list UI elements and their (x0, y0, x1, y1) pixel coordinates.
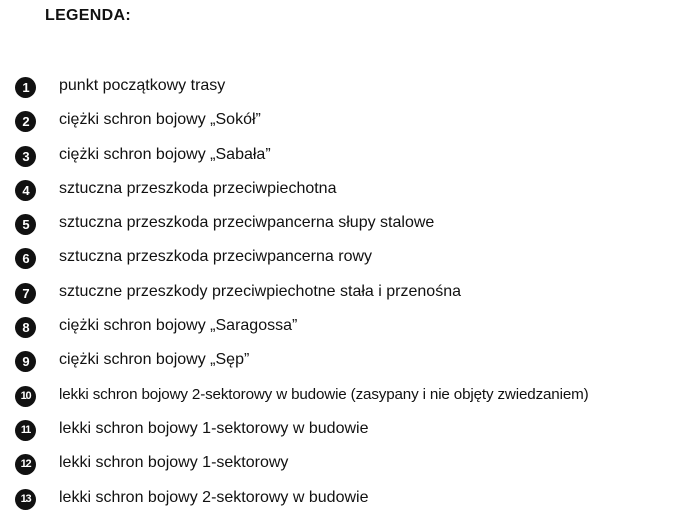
legend-item-2 (15, 108, 700, 142)
number-badge-icon: 7 (15, 283, 36, 304)
legend-item-text: lekki schron bojowy 2-sektorowy w budowie (zasypany i nie objęty zwiedzaniem) (59, 385, 589, 403)
legend-title: LEGENDA: (45, 7, 131, 24)
legend-item-1 (15, 74, 700, 108)
legend-item-text: lekki schron bojowy 1-sektorowy (59, 454, 289, 472)
number-badge-icon: 6 (15, 248, 36, 269)
legend-item-12 (15, 451, 700, 485)
legend-item-6 (15, 245, 700, 279)
legend-item-3 (15, 143, 700, 177)
number-badge-icon: 1 (15, 77, 36, 98)
legend-item-8 (15, 314, 700, 348)
number-badge-icon: 12 (15, 454, 36, 475)
legend-item-text: ciężki schron bojowy „Sęp” (59, 351, 250, 369)
number-badge-icon: 4 (15, 180, 36, 201)
legend-item-text: sztuczne przeszkody przeciwpiechotne stała i przenośna (59, 282, 461, 300)
legend-item-text: sztuczna przeszkoda przeciwpiechotna (59, 179, 337, 197)
number-badge-icon: 10 (15, 386, 36, 407)
legend-list (15, 74, 700, 520)
number-badge-icon: 3 (15, 146, 36, 167)
number-badge-icon: 5 (15, 214, 36, 235)
legend-item-13 (15, 486, 700, 520)
legend-item-text: lekki schron bojowy 2-sektorowy w budowie (59, 488, 369, 506)
legend-item-text: sztuczna przeszkoda przeciwpancerna słupy stalowe (59, 214, 435, 232)
legend-item-text: punkt początkowy trasy (59, 77, 226, 94)
legend-item-11 (15, 417, 700, 451)
legend-item-10 (15, 383, 700, 417)
legend-item-7 (15, 280, 700, 314)
legend-item-4 (15, 177, 700, 211)
number-badge-icon: 13 (15, 489, 36, 510)
legend-item-text: sztuczna przeszkoda przeciwpancerna rowy (59, 248, 373, 266)
legend-item-text: lekki schron bojowy 1-sektorowy w budowie (59, 419, 369, 437)
legend-item-text: ciężki schron bojowy „Sabała” (59, 145, 271, 163)
legend-item-text: ciężki schron bojowy „Sokół” (59, 111, 261, 129)
number-badge-icon: 9 (15, 351, 36, 372)
legend-item-text: ciężki schron bojowy „Saragossa” (59, 317, 298, 335)
legend-item-9 (15, 348, 700, 382)
number-badge-icon: 11 (15, 420, 36, 441)
legend-item-5 (15, 211, 700, 245)
number-badge-icon: 8 (15, 317, 36, 338)
number-badge-icon: 2 (15, 111, 36, 132)
